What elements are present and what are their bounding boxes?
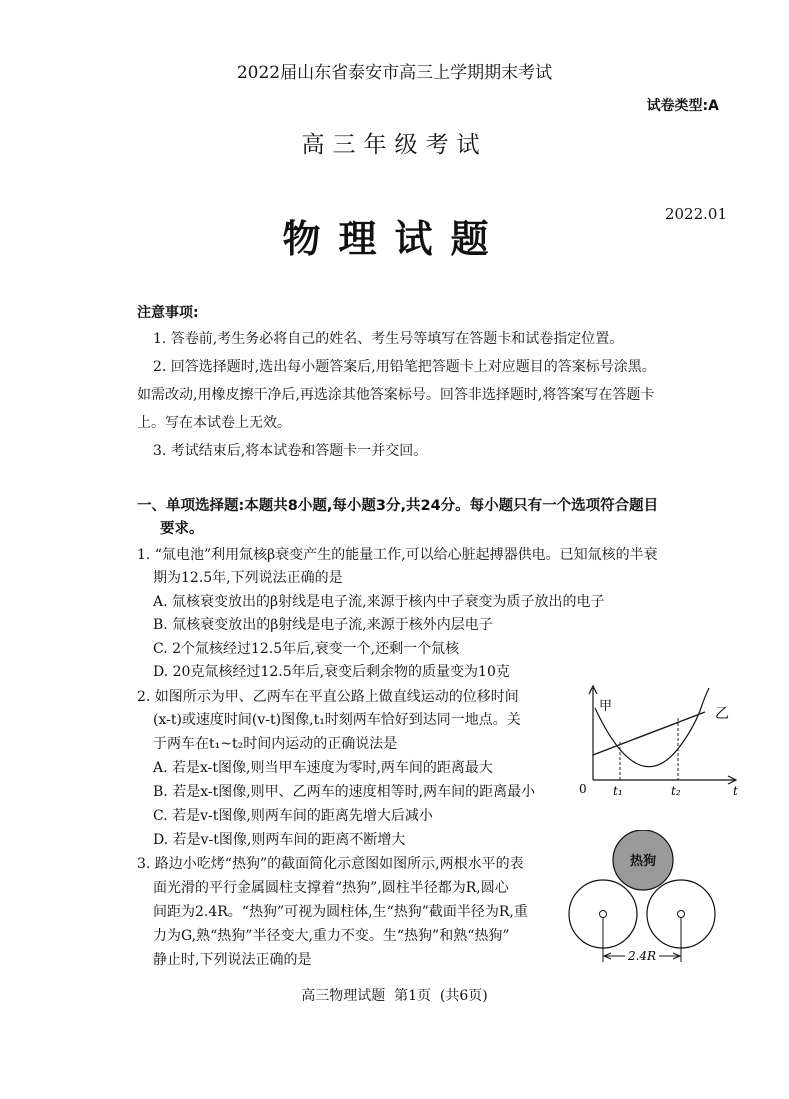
paper-type-label: 试卷类型:A	[646, 98, 719, 114]
section-heading-cont: 要求。	[160, 521, 204, 537]
label-jia: 甲	[599, 699, 613, 714]
notice-item-2: 2. 回答选择题时,选出每小题答案后,用铅笔把答题卡上对应题目的答案标号涂黑。	[153, 359, 656, 375]
exam-date: 2022.01	[664, 205, 727, 223]
q1-option-c: C. 2个氚核经过12.5年后,衰变一个,还剩一个氚核	[153, 641, 460, 657]
label-origin: 0	[579, 782, 587, 796]
q1-option-b: B. 氚核衰变放出的β射线是电子流,来源于核外内层电子	[153, 617, 493, 633]
notice-item-1: 1. 答卷前,考生务必将自己的姓名、考生号等填写在答题卡和试卷指定位置。	[153, 331, 624, 347]
grade-title: 高三年级考试	[301, 132, 488, 158]
hotdog-label: 热狗	[629, 854, 657, 869]
label-t1: t₁	[613, 784, 623, 798]
q2-stem: 2. 如图所示为甲、乙两车在平直公路上做直线运动的位移时间	[137, 689, 519, 705]
q2-stem-end: 于两车在t₁~t₂时间内运动的正确说法是	[153, 736, 398, 752]
notice-heading: 注意事项:	[137, 305, 199, 321]
q2-option-d: D. 若是v-t图像,则两车间的距离不断增大	[153, 832, 406, 848]
notice-item-2-cont: 如需改动,用橡皮擦干净后,再选涂其他答案标号。回答非选择题时,将答案写在答题卡	[137, 387, 655, 403]
q2-option-b: B. 若是x-t图像,则甲、乙两车的速度相等时,两车间的距离最小	[153, 784, 536, 800]
curve-jia-parabola	[595, 688, 709, 767]
q2-option-c: C. 若是v-t图像,则两车间的距离先增大后减小	[153, 808, 433, 824]
q2-option-a: A. 若是x-t图像,则当甲车速度为零时,两车间的距离最大	[153, 760, 493, 776]
section-heading: 一、单项选择题:本题共8小题,每小题3分,共24分。每小题只有一个选项符合题目	[137, 498, 659, 514]
left-center-dot	[600, 911, 607, 918]
q2-stem-cont: (x-t)或速度时间(v-t)图像,t₁时刻两车恰好到达同一地点。关	[153, 712, 521, 728]
label-t-axis: t	[733, 784, 738, 798]
q3-stem-2: 面光滑的平行金属圆柱支撑着“热狗”,圆柱半径都为R,圆心	[153, 880, 509, 896]
distance-label: 2.4R	[627, 949, 657, 963]
q1-option-a: A. 氚核衰变放出的β射线是电子流,来源于核内中子衰变为质子放出的电子	[153, 594, 605, 610]
q3-stem-4: 力为G,熟“热狗”半径变大,重力不变。生“热狗”和熟“热狗”	[153, 928, 510, 944]
label-t2: t₂	[671, 784, 681, 798]
q3-stem-5: 静止时,下列说法正确的是	[153, 952, 312, 968]
q3-stem-3: 间距为2.4R。“热狗”可视为圆柱体,生“热狗”截面半径为R,重	[153, 904, 528, 920]
notice-item-2-end: 上。写在本试卷上无效。	[137, 415, 291, 431]
right-center-dot	[678, 911, 685, 918]
q2-motion-graph	[575, 680, 745, 815]
q1-stem: 1. “氚电池”利用氚核β衰变产生的能量工作,可以给心脏起搏器供电。已知氚核的半衰	[137, 547, 658, 563]
subject-title: 物理试题	[282, 216, 507, 261]
notice-item-3: 3. 考试结束后,将本试卷和答题卡一并交回。	[153, 443, 428, 459]
document-title: 2022届山东省泰安市高三上学期期末考试	[236, 63, 553, 83]
q3-hotdog-diagram	[565, 830, 755, 970]
q3-stem: 3. 路边小吃烤“热狗”的截面简化示意图如图所示,两根水平的表	[137, 856, 524, 872]
q1-stem-cont: 期为12.5年,下列说法正确的是	[153, 570, 343, 586]
page-footer: 高三物理试题 第1页 (共6页)	[301, 988, 488, 1004]
q1-option-d: D. 20克氚核经过12.5年后,衰变后剩余物的质量变为10克	[153, 664, 510, 680]
label-yi: 乙	[715, 706, 729, 722]
